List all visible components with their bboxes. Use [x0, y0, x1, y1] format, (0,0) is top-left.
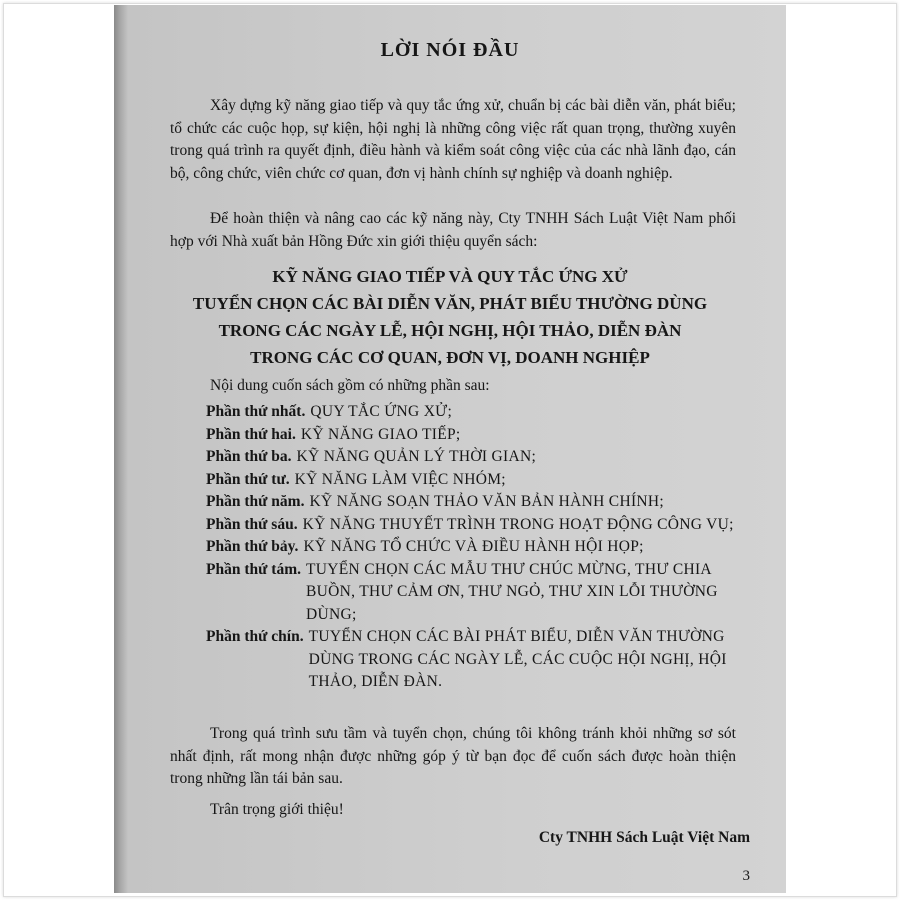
list-item: [206, 626, 736, 694]
part-label: Phần thứ ba.: [206, 448, 292, 465]
part-text: KỸ NĂNG SOẠN THẢO VĂN BẢN HÀNH CHÍNH;: [309, 493, 664, 510]
part-label: Phần thứ tư.: [206, 470, 290, 488]
book-title: [144, 263, 756, 371]
part-text: KỸ NĂNG TỔ CHỨC VÀ ĐIỀU HÀNH HỘI HỌP;: [303, 538, 644, 555]
list-item: [206, 491, 736, 514]
second-paragraph: Để hoàn thiện và nâng cao các kỹ năng này, Cty TNHH Sách Luật Việt Nam phối hợp với Nhà xuất bản Hồng Đức xin giới thiệu quyển sách:: [170, 210, 736, 250]
book-title-line: TUYỂN CHỌN CÁC BÀI DIỄN VĂN, PHÁT BIỂU THƯỜNG DÙNG: [192, 294, 708, 313]
parts-list: [206, 401, 736, 694]
part-label: Phần thứ bảy.: [206, 538, 299, 555]
part-label: Phần thứ nhất.: [206, 403, 306, 420]
list-item: [206, 514, 736, 537]
list-item: [206, 559, 736, 627]
part-text: KỸ NĂNG LÀM VIỆC NHÓM;: [294, 470, 506, 488]
part-text: KỸ NĂNG QUẢN LÝ THỜI GIAN;: [296, 448, 537, 465]
book-page: [114, 5, 786, 893]
book-title-line: KỸ NĂNG GIAO TIẾP VÀ QUY TẮC ỨNG XỬ: [272, 267, 628, 286]
part-label: Phần thứ chín.: [206, 628, 304, 645]
part-text: TUYỂN CHỌN CÁC MẪU THƯ CHÚC MỪNG, THƯ CHIA BUỒN, THƯ CẢM ƠN, THƯ NGỎ, THƯ XIN LỖI THƯỜNG DÙNG;: [306, 560, 718, 623]
list-item: [206, 401, 736, 424]
part-label: Phần thứ hai.: [206, 425, 296, 443]
intro-paragraph: Xây dựng kỹ năng giao tiếp và quy tắc ứng xử, chuẩn bị các bài diễn văn, phát biểu; tổ chức các cuộc họp, sự kiện, hội nghị là những công việc rất quan trọng, thường xuyên trong quá trình ra quyết định, điều hành và kiểm soát công việc của các nhà lãnh đạo, cán bộ, công chức, viên chức cơ quan, đơn vị hành chính sự nghiệp và doanh nghiệp.: [170, 97, 736, 182]
part-label: Phần thứ sáu.: [206, 515, 298, 533]
page-content: [114, 5, 786, 893]
closing-paragraph: Trong quá trình sưu tầm và tuyển chọn, chúng tôi không tránh khỏi những sơ sót nhất định, rất mong nhận được những góp ý từ bạn đọc để cuốn sách được hoàn thiện trong những lần tái bản sau.: [170, 725, 736, 787]
signature: Cty TNHH Sách Luật Việt Nam: [538, 829, 750, 846]
page-title: LỜI NÓI ĐẦU: [380, 39, 520, 61]
part-label: Phần thứ tám.: [206, 560, 301, 578]
list-item: [206, 446, 736, 469]
page-number: 3: [742, 868, 750, 884]
list-item: [206, 536, 736, 559]
part-text: QUY TẮC ỨNG XỬ;: [310, 403, 453, 420]
list-item: [206, 424, 736, 447]
part-label: Phần thứ năm.: [206, 493, 305, 510]
book-title-line: TRONG CÁC CƠ QUAN, ĐƠN VỊ, DOANH NGHIỆP: [250, 348, 650, 367]
list-item: [206, 469, 736, 492]
contents-intro: Nội dung cuốn sách gồm có những phần sau:: [210, 377, 490, 394]
part-text: KỸ NĂNG GIAO TIẾP;: [300, 425, 461, 443]
part-text: TUYỂN CHỌN CÁC BÀI PHÁT BIỂU, DIỄN VĂN THƯỜNG DÙNG TRONG CÁC NGÀY LỄ, CÁC CUỘC HỘI NGHỊ, HỘI THẢO, DIỄN ĐÀN.: [308, 628, 727, 690]
sign-off: Trân trọng giới thiệu!: [210, 801, 344, 818]
book-title-line: TRONG CÁC NGÀY LỄ, HỘI NGHỊ, HỘI THẢO, DIỄN ĐÀN: [218, 321, 682, 340]
part-text: KỸ NĂNG THUYẾT TRÌNH TRONG HOẠT ĐỘNG CÔNG VỤ;: [302, 515, 734, 533]
